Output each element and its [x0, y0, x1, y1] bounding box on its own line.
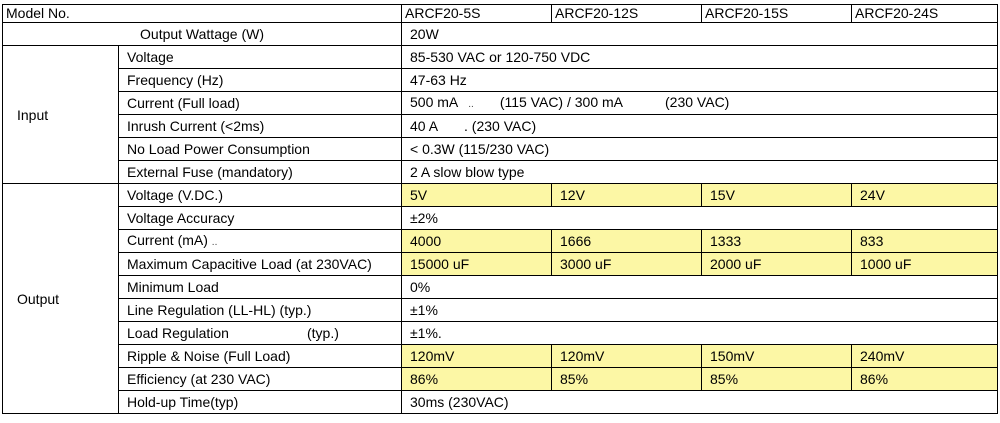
current-cell: 4000: [402, 230, 552, 253]
table-row: [3, 184, 998, 207]
ripple-cell: 240mV: [852, 345, 998, 368]
spec-table: [2, 4, 998, 414]
current-value-c: (230 VAC): [665, 93, 730, 110]
capacitive-cell: 1000 uF: [852, 253, 998, 276]
table-row: [3, 46, 998, 69]
efficiency-cell: 85%: [552, 368, 702, 391]
row-value: [402, 115, 998, 138]
ripple-cell: 120mV: [402, 345, 552, 368]
model-name: ARCF20-5S: [402, 5, 552, 23]
row-label: Voltage (V.DC.): [119, 184, 402, 207]
table-row: [3, 391, 998, 414]
row-label: No Load Power Consumption: [119, 138, 402, 161]
voltage-cell: 12V: [552, 184, 702, 207]
row-value: [402, 92, 998, 115]
row-label: Voltage Accuracy: [119, 207, 402, 230]
row-value: 0%: [402, 276, 998, 299]
row-value: < 0.3W (115/230 VAC): [402, 138, 998, 161]
current-value-b: (115 VAC) / 300 mA: [499, 93, 624, 110]
dots-mark: ..: [211, 236, 218, 248]
row-label: [119, 230, 402, 253]
table-row: [3, 161, 998, 184]
table-row: [3, 92, 998, 115]
row-value: ±2%: [402, 207, 998, 230]
row-value: ±1%.: [402, 322, 998, 345]
row-label: Current (Full load): [119, 92, 402, 115]
row-value: 85-530 VAC or 120-750 VDC: [402, 46, 998, 69]
row-label: Voltage: [119, 46, 402, 69]
row-value: ±1%: [402, 299, 998, 322]
table-row: [3, 368, 998, 391]
current-cell: 1333: [702, 230, 852, 253]
row-label: Inrush Current (<2ms): [119, 115, 402, 138]
table-row: [3, 345, 998, 368]
voltage-cell: 5V: [402, 184, 552, 207]
wattage-label: Output Wattage (W): [3, 23, 402, 46]
row-label: [119, 322, 402, 345]
efficiency-cell: 86%: [852, 368, 998, 391]
capacitive-cell: 15000 uF: [402, 253, 552, 276]
wattage-value: 20W: [402, 23, 998, 46]
row-label: Efficiency (at 230 VAC): [119, 368, 402, 391]
output-group-label: Output: [3, 184, 119, 414]
model-name: ARCF20-15S: [702, 5, 852, 23]
model-row: [3, 5, 998, 23]
table-row: [3, 138, 998, 161]
ripple-cell: 120mV: [552, 345, 702, 368]
load-reg-label-b: (typ.): [306, 325, 339, 341]
voltage-cell: 15V: [702, 184, 852, 207]
dots-mark: ..: [468, 98, 474, 110]
row-label: Frequency (Hz): [119, 69, 402, 92]
row-label: Ripple & Noise (Full Load): [119, 345, 402, 368]
row-value: 30ms (230VAC): [402, 391, 998, 414]
table-row: [3, 322, 998, 345]
table-row: [3, 253, 998, 276]
current-cell: 1666: [552, 230, 702, 253]
inrush-value-b: . (230 VAC): [464, 118, 537, 134]
inrush-value-a: 40 A: [410, 118, 439, 134]
row-label: Hold-up Time(typ): [119, 391, 402, 414]
current-value-a: 500 mA: [410, 93, 459, 110]
current-cell: 833: [852, 230, 998, 253]
capacitive-cell: 3000 uF: [552, 253, 702, 276]
wattage-row: [3, 23, 998, 46]
current-label: Current (mA): [127, 231, 208, 248]
input-group-label: Input: [3, 46, 119, 184]
load-reg-label-a: Load Regulation: [127, 325, 229, 341]
row-value: 2 A slow blow type: [402, 161, 998, 184]
row-label: External Fuse (mandatory): [119, 161, 402, 184]
model-label: Model No.: [3, 5, 402, 23]
efficiency-cell: 86%: [402, 368, 552, 391]
capacitive-cell: 2000 uF: [702, 253, 852, 276]
ripple-cell: 150mV: [702, 345, 852, 368]
row-value: 47-63 Hz: [402, 69, 998, 92]
row-label: Line Regulation (LL-HL) (typ.): [119, 299, 402, 322]
row-label: Maximum Capacitive Load (at 230VAC): [119, 253, 402, 276]
row-label: Minimum Load: [119, 276, 402, 299]
table-row: [3, 276, 998, 299]
table-row: [3, 299, 998, 322]
table-row: [3, 230, 998, 253]
model-name: ARCF20-12S: [552, 5, 702, 23]
table-row: [3, 69, 998, 92]
table-row: [3, 207, 998, 230]
efficiency-cell: 85%: [702, 368, 852, 391]
voltage-cell: 24V: [852, 184, 998, 207]
table-row: [3, 115, 998, 138]
model-name: ARCF20-24S: [852, 5, 998, 23]
